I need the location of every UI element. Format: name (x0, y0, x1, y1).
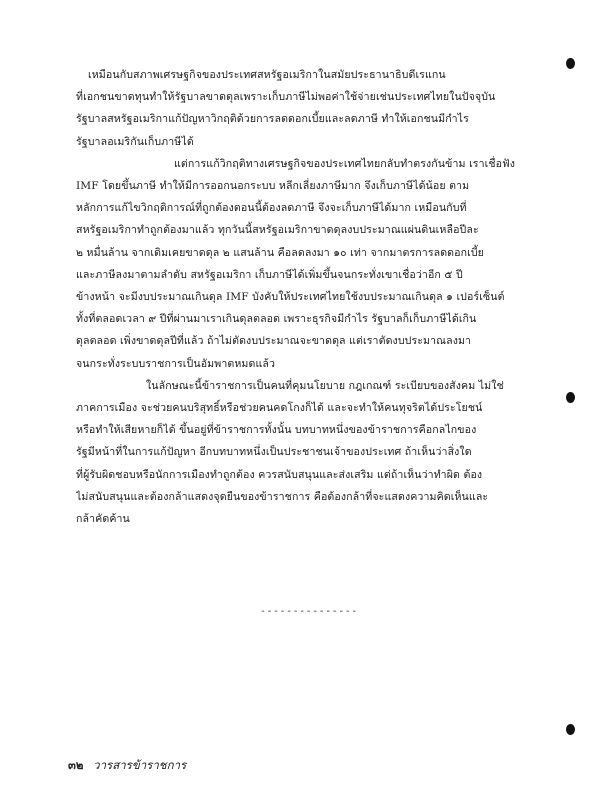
text-line: เหมือนกับสภาพเศรษฐกิจของประเทศสหรัฐอเมริกาในสมัยประธานาธิบดีเรแกน (88, 69, 446, 81)
text-line: กล้าคัดค้าน (76, 513, 130, 526)
page-number: ๓๒ (68, 758, 84, 772)
binder-hole-bottom (566, 724, 575, 735)
paragraph-2 (76, 153, 558, 375)
text-line: รัฐบาลอเมริกันเก็บภาษีได้ (76, 135, 194, 148)
text-line: ที่ผู้รับผิดชอบหรือนักการเมืองทำถูกต้อง ควรสนับสนุนและส่งเสริม แต่ถ้าเห็นว่าทำผิด ต้อง (76, 468, 483, 481)
text-line: ดุลตลอด เพิ่งขาดดุลปีที่แล้ว ถ้าไม่ตัดงบประมาณจะขาดดุล แต่เราตัดงบประมาณลงมา (76, 335, 472, 348)
paragraph-3 (76, 375, 558, 530)
text-line: IMF โดยขึ้นภาษี ทำให้มีการออกนอกระบบ หลีกเลี่ยงภาษีมาก จึงเก็บภาษีได้น้อย ตาม (76, 180, 470, 193)
article-body (76, 64, 558, 530)
text-line: ที่เอกชนขาดทุนทำให้รัฐบาลขาดดุลเพราะเก็บภาษีไม่พอค่าใช้จ่ายเช่นประเทศไทยในปัจจุบัน (76, 91, 496, 104)
end-separator: --------------- (260, 606, 358, 617)
paragraph-1 (76, 64, 558, 153)
text-line: ไม่สนับสนุนและต้องกล้าแสดงจุดยืนของข้าราชการ คือต้องกล้าที่จะแสดงความคิดเห็นและ (76, 490, 489, 503)
publication-name: วารสารข้าราชการ (93, 758, 187, 772)
text-line: จนกระทั่งระบบราชการเป็นอัมพาตหมดแล้ว (76, 357, 276, 370)
text-line: แต่การแก้วิกฤติทางเศรษฐกิจของประเทศไทยกลับทำตรงกันข้าม เราเชื่อฟัง (174, 157, 515, 170)
text-line: ข้างหน้า จะมีงบประมาณเกินดุล IMF บังคับให้ประเทศไทยใช้งบประมาณเกินดุล ๑ เปอร์เซ็นต์ (76, 291, 505, 304)
text-line: สหรัฐอเมริกาทำถูกต้องมาแล้ว ทุกวันนี้สหรัฐอเมริกาขาดดุลงบประมาณแผ่นดินเหลือปีละ (76, 224, 479, 237)
text-line: ๒ หมื่นล้าน จากเดิมเคยขาดดุล ๒ แสนล้าน คือลดลงมา ๑๐ เท่า จากมาตรการลดดอกเบี้ย (76, 246, 484, 259)
binder-hole-top (566, 58, 575, 69)
binder-hole-middle (566, 392, 575, 403)
text-line: ในลักษณะนี้ข้าราชการเป็นคนที่คุมนโยบาย กฎเกณฑ์ ระเบียบของสังคม ไม่ใช่ (146, 379, 504, 392)
text-line: หลักการแก้ไขวิกฤติการณ์ที่ถูกต้องตอนนี้ต้องลดภาษี จึงจะเก็บภาษีได้มาก เหมือนกับที่ (76, 202, 467, 215)
text-line: รัฐมีหน้าที่ในการแก้ปัญหา อีกบทบาทหนึ่งเป็นประชาชนเจ้าของประเทศ ถ้าเห็นว่าสิ่งใด (76, 446, 472, 459)
text-line: ภาคการเมือง จะช่วยคนบริสุทธิ์หรือช่วยคนคดโกงก็ได้ และจะทำให้คนทุจริตได้ประโยชน์ (76, 402, 483, 415)
text-line: ทั้งที่ตลอดเวลา ๙ ปีที่ผ่านมาเราเกินดุลตลอด เพราะธุรกิจมีกำไร รัฐบาลก็เก็บภาษีได้เกิน (76, 313, 477, 326)
page-footer (68, 757, 186, 775)
text-line: หรือทำให้เสียหายก็ได้ ขึ้นอยู่ที่ข้าราชการทั้งนั้น บทบาทหนึ่งของข้าราชการคือกลไกของ (76, 424, 477, 437)
text-line: และภาษีลงมาตามลำดับ สหรัฐอเมริกา เก็บภาษีได้เพิ่มขึ้นจนกระทั่งเขาเชื่อว่าอีก ๕ ปี (76, 268, 463, 281)
text-line: รัฐบาลสหรัฐอเมริกาแก้ปัญหาวิกฤติด้วยการลดดอกเบี้ยและลดภาษี ทำให้เอกชนมีกำไร (76, 113, 469, 126)
